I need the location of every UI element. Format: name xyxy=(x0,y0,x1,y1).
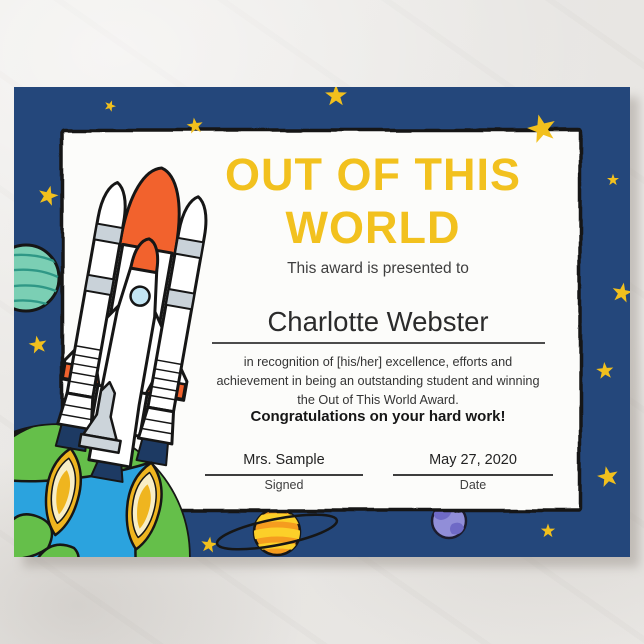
award-body-line: achievement in being an outstanding student and winning xyxy=(216,374,540,388)
recipient-name: Charlotte Webster xyxy=(267,306,489,337)
certificate-title-line2: WORLD xyxy=(285,202,461,253)
award-body-line: in recognition of [his/her] excellence, efforts and xyxy=(243,355,513,369)
award-body-line: the Out of This World Award. xyxy=(297,393,459,407)
date-line xyxy=(393,474,553,476)
award-body-text xyxy=(193,353,563,410)
congratulations-text: Congratulations on your hard work! xyxy=(250,408,506,425)
signature-name: Mrs. Sample xyxy=(243,452,325,468)
teal-planet-icon xyxy=(0,245,59,311)
recipient-name-underline xyxy=(212,342,545,344)
signature-line xyxy=(205,474,363,476)
signature-label: Signed xyxy=(264,478,304,492)
certificate-title xyxy=(170,148,576,254)
date-value: May 27, 2020 xyxy=(429,452,517,468)
date-block xyxy=(393,450,553,492)
signature-block xyxy=(205,450,363,492)
certificate-title-line1: OUT OF THIS xyxy=(225,149,521,200)
date-label: Date xyxy=(459,478,487,492)
presented-to-text: This award is presented to xyxy=(287,260,469,277)
